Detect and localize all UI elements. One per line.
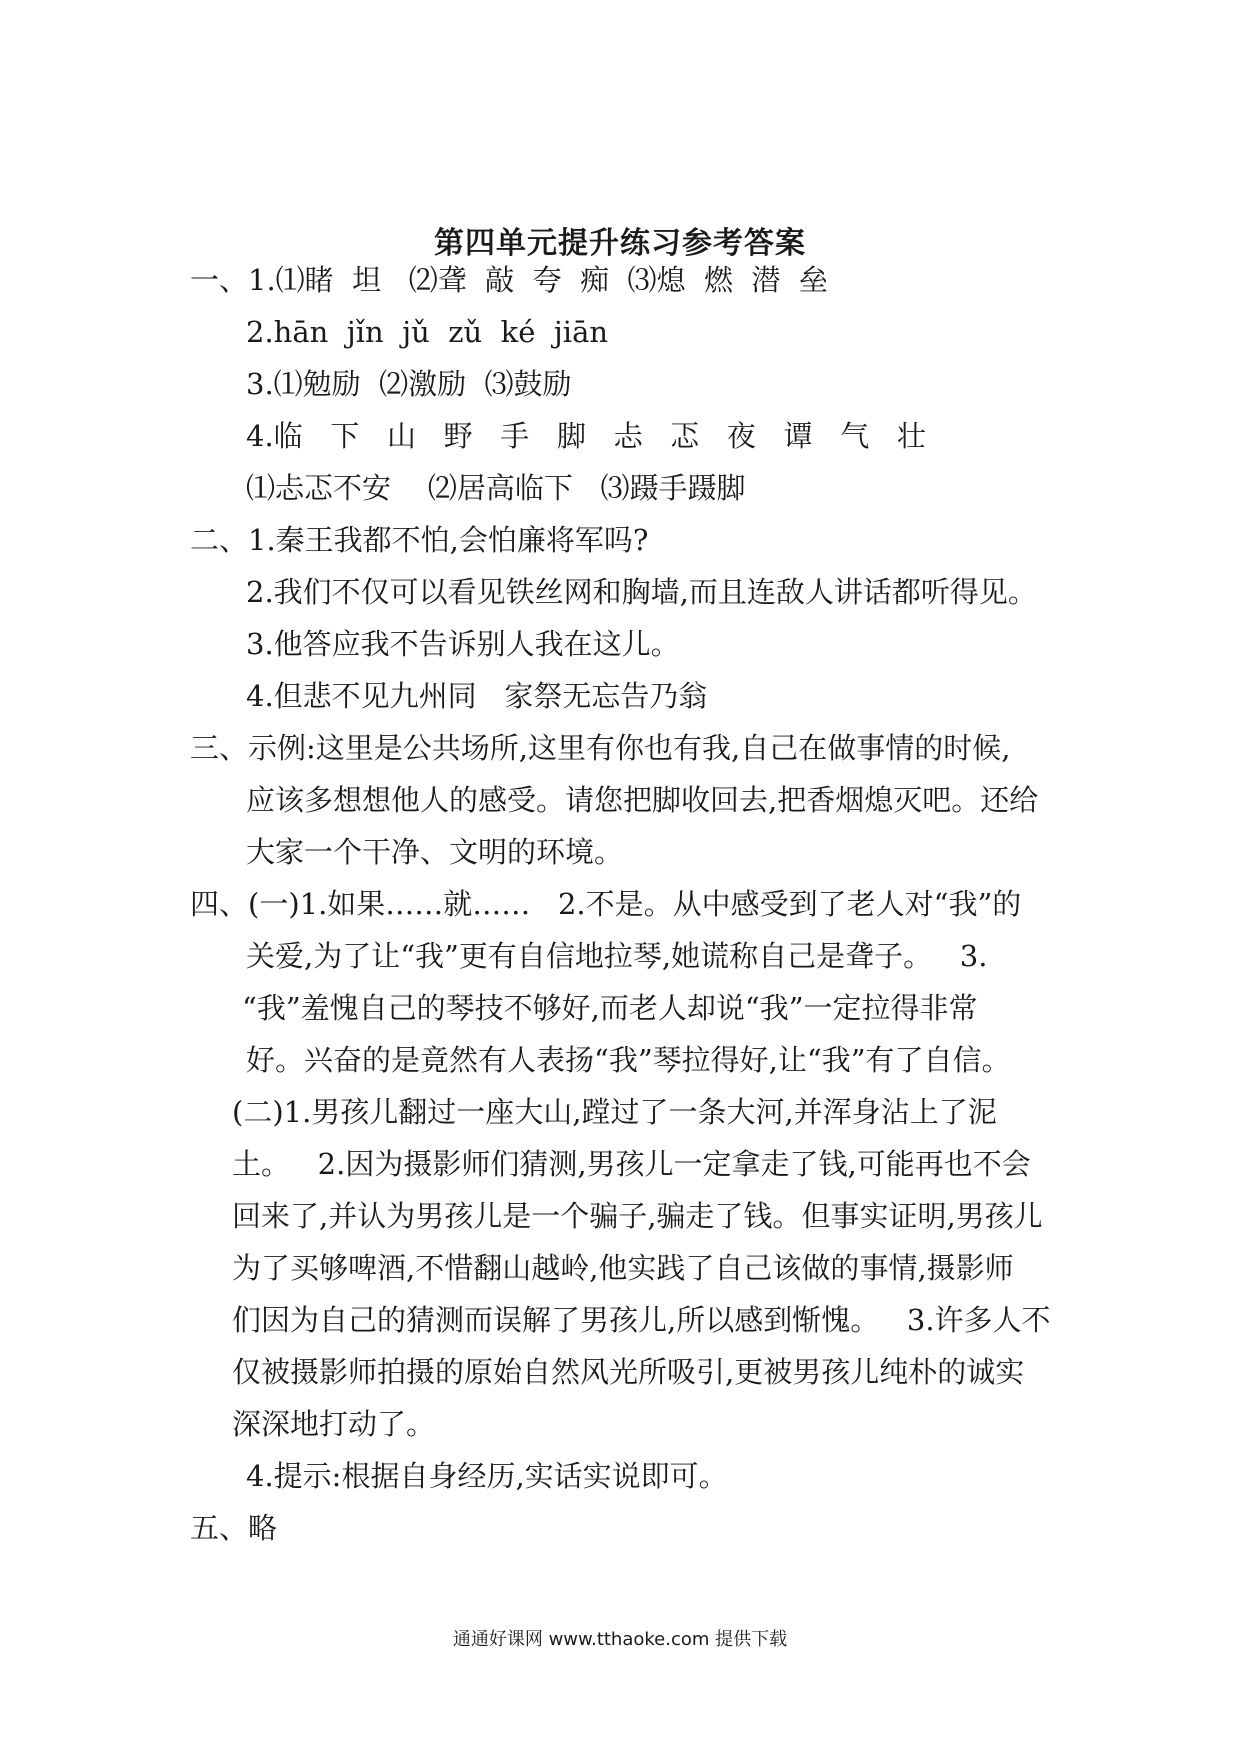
answer-line-2-1: 二、1.秦王我都不怕,会怕廉将军吗?	[190, 523, 649, 557]
answer-line-5-1: 五、略	[190, 1511, 278, 1545]
answer-line-4-9: 们因为自己的猜测而误解了男孩儿,所以感到惭愧。 3.许多人不	[232, 1303, 1051, 1337]
answer-line-4-3: “我”羞愧自己的琴技不够好,而老人却说“我”一定拉得非常	[242, 991, 978, 1025]
answer-line-4-5: (二)1.男孩儿翻过一座大山,蹚过了一条大河,并浑身沾上了泥	[232, 1095, 997, 1129]
answer-line-2-3: 3.他答应我不告诉别人我在这儿。	[246, 627, 680, 661]
answer-line-2-2: 2.我们不仅可以看见铁丝网和胸墙,而且连敌人讲话都听得见。	[246, 575, 1037, 609]
answer-line-4-11: 深深地打动了。	[232, 1407, 436, 1441]
answer-line-4-10: 仅被摄影师拍摄的原始自然风光所吸引,更被男孩儿纯朴的诚实	[232, 1355, 1025, 1389]
answer-line-4-6: 土。 2.因为摄影师们猜测,男孩儿一定拿走了钱,可能再也不会	[232, 1147, 1031, 1181]
answer-line-1-5: ⑴忐忑不安 ⑵居高临下 ⑶蹑手蹑脚	[246, 471, 746, 505]
answer-line-4-2: 关爱,为了让“我”更有自信地拉琴,她谎称自己是聋子。 3.	[246, 939, 988, 973]
answer-line-3-2: 应该多想想他人的感受。请您把脚收回去,把香烟熄灭吧。还给	[246, 783, 1039, 817]
answer-line-1-2: 2.hān jǐn jǔ zǔ ké jiān	[246, 315, 609, 349]
answer-line-3-3: 大家一个干净、文明的环境。	[246, 835, 624, 869]
answer-line-1-4: 4.临 下 山 野 手 脚 忐 忑 夜 谭 气 壮	[246, 419, 926, 453]
answer-line-1-1: 一、1.⑴睹 坦 ⑵聋 敲 夸 痴 ⑶熄 燃 潜 垒	[190, 263, 828, 297]
answer-line-4-12: 4.提示:根据自身经历,实话实说即可。	[246, 1459, 728, 1493]
answer-line-4-8: 为了买够啤酒,不惜翻山越岭,他实践了自己该做的事情,摄影师	[232, 1251, 1014, 1285]
page-title: 第四单元提升练习参考答案	[434, 226, 806, 261]
answer-line-2-4: 4.但悲不见九州同 家祭无忘告乃翁	[246, 679, 708, 713]
answer-line-4-7: 回来了,并认为男孩儿是一个骗子,骗走了钱。但事实证明,男孩儿	[232, 1199, 1043, 1233]
answer-line-1-3: 3.⑴勉励 ⑵激励 ⑶鼓励	[246, 367, 572, 401]
answer-line-4-1: 四、(一)1.如果……就…… 2.不是。从中感受到了老人对“我”的	[190, 887, 1022, 921]
answer-line-4-4: 好。兴奋的是竟然有人表扬“我”琴拉得好,让“我”有了自信。	[246, 1043, 1011, 1077]
answer-line-3-1: 三、示例:这里是公共场所,这里有你也有我,自己在做事情的时候,	[190, 731, 1011, 765]
footer-text: 通通好课网 www.tthaoke.com 提供下载	[452, 1629, 788, 1650]
